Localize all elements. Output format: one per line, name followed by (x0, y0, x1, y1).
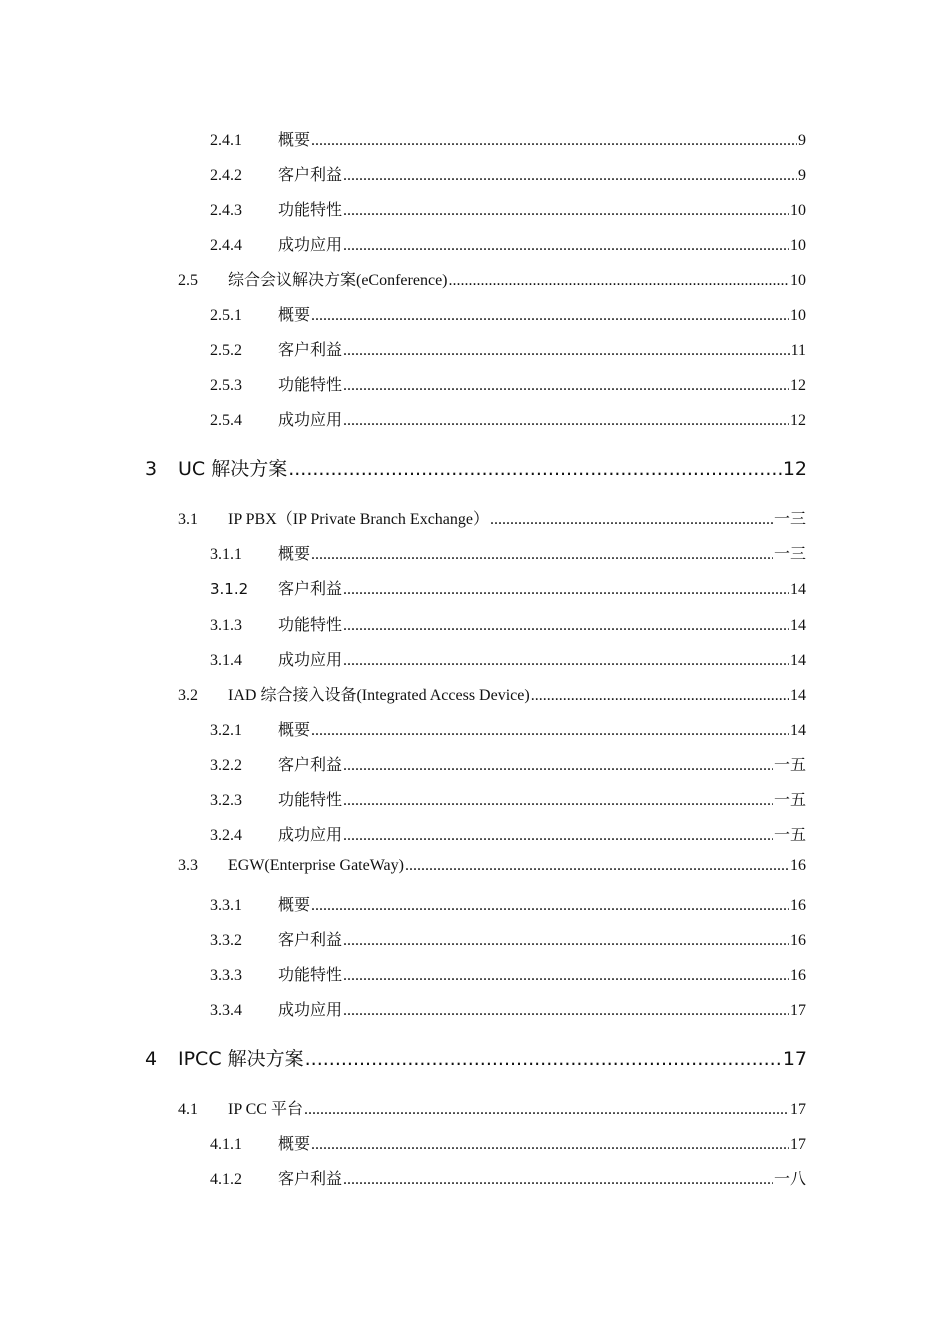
toc-entry[interactable] (210, 962, 806, 985)
toc-entry-number: 2.4.1 (210, 132, 242, 149)
toc-entry-number: 3.1.3 (210, 617, 242, 634)
toc-entry-number: 2.5.1 (210, 307, 242, 324)
toc-dot-leader (311, 132, 797, 150)
toc-entry-title: IP PBX（IP Private Branch Exchange） (228, 511, 489, 528)
toc-dot-leader (405, 857, 789, 875)
toc-entry-title: 客户利益 (278, 581, 343, 598)
toc-dot-leader (343, 757, 773, 775)
toc-entry-page: 17 (790, 1002, 806, 1019)
toc-entry-number: 2.5 (178, 272, 198, 289)
toc-entry-page: 一三 (773, 546, 806, 563)
toc-dot-leader (311, 307, 789, 325)
toc-dot-leader (343, 202, 789, 220)
toc-entry-number: 2.5.4 (210, 412, 242, 429)
toc-entry-page: 11 (790, 342, 806, 359)
toc-entry-title: 功能特性 (278, 792, 343, 809)
toc-entry-page: 16 (790, 967, 806, 984)
toc-entry-title: 概要 (278, 132, 311, 149)
toc-entry-page: 一五 (773, 757, 806, 774)
toc-entry-number: 3.1.1 (210, 546, 242, 563)
toc-entry-title: IPCC 解决方案 (178, 1048, 304, 1070)
toc-entry-number: 3.3.3 (210, 967, 242, 984)
toc-entry[interactable] (178, 857, 806, 875)
toc-entry[interactable] (210, 927, 806, 950)
toc-entry-page: 14 (790, 617, 806, 634)
toc-dot-leader (490, 511, 773, 529)
toc-entry-number: 3.2 (178, 687, 198, 704)
toc-entry[interactable] (210, 647, 806, 670)
toc-entry[interactable] (210, 372, 806, 395)
toc-entry[interactable] (210, 197, 806, 220)
toc-entry[interactable] (210, 1166, 806, 1189)
toc-entry[interactable] (210, 612, 806, 635)
toc-entry[interactable] (178, 267, 806, 290)
toc-dot-leader (288, 458, 782, 480)
toc-entry[interactable] (178, 506, 806, 529)
toc-dot-leader (311, 722, 789, 740)
toc-entry-title: IP CC 平台 (228, 1101, 303, 1118)
toc-entry-page: 一三 (773, 511, 806, 528)
toc-dot-leader (449, 272, 790, 290)
toc-entry[interactable] (210, 407, 806, 430)
toc-entry-page: 17 (790, 1136, 806, 1153)
toc-entry[interactable] (210, 787, 806, 810)
toc-dot-leader (343, 1171, 773, 1189)
toc-entry-number: 3.2.1 (210, 722, 242, 739)
toc-entry-number: 2.5.3 (210, 377, 242, 394)
toc-dot-leader (343, 167, 797, 185)
toc-entry-number: 3.1.2 (210, 580, 249, 598)
toc-entry-number: 3.3.2 (210, 932, 242, 949)
toc-entry-number: 3.3.4 (210, 1002, 242, 1019)
toc-entry-title: EGW(Enterprise GateWay) (228, 857, 404, 874)
toc-entry-page: 10 (790, 202, 806, 219)
toc-dot-leader (304, 1101, 789, 1119)
toc-dot-leader (343, 652, 789, 670)
toc-entry[interactable] (210, 232, 806, 255)
toc-entry-page: 14 (790, 722, 806, 739)
toc-dot-leader (343, 792, 773, 810)
toc-dot-leader (343, 412, 789, 430)
toc-entry-page: 14 (790, 581, 806, 598)
toc-entry-title: 功能特性 (278, 617, 343, 634)
toc-entry-title: UC 解决方案 (178, 458, 288, 480)
toc-entry-title: 客户利益 (278, 342, 343, 359)
toc-entry-title: 客户利益 (278, 167, 343, 184)
toc-dot-leader (343, 342, 790, 360)
toc-entry-number: 3.1 (178, 511, 198, 528)
toc-entry[interactable] (210, 997, 806, 1020)
toc-entry-title: 概要 (278, 1136, 311, 1153)
toc-entry-number: 2.5.2 (210, 342, 242, 359)
toc-entry-page: 一五 (773, 827, 806, 844)
toc-entry-page: 一五 (773, 792, 806, 809)
toc-dot-leader (343, 237, 789, 255)
toc-entry-number: 4.1 (178, 1101, 198, 1118)
toc-entry[interactable] (210, 717, 806, 740)
toc-entry-title: 概要 (278, 722, 311, 739)
toc-dot-leader (531, 687, 789, 705)
toc-dot-leader (343, 827, 773, 845)
toc-dot-leader (343, 581, 789, 599)
toc-entry-page: 10 (790, 272, 806, 289)
toc-entry-page: 一八 (773, 1171, 806, 1188)
toc-entry[interactable] (210, 337, 806, 360)
toc-chapter-entry[interactable] (145, 454, 807, 481)
toc-entry-title: 综合会议解决方案(eConference) (228, 272, 448, 289)
toc-entry[interactable] (210, 127, 806, 150)
toc-entry-page: 14 (790, 687, 806, 704)
toc-dot-leader (343, 1002, 789, 1020)
toc-entry-page: 16 (790, 857, 806, 874)
toc-entry-title: 功能特性 (278, 377, 343, 394)
toc-entry-number: 4.1.2 (210, 1171, 242, 1188)
toc-dot-leader (343, 932, 789, 950)
toc-entry-number: 3.2.3 (210, 792, 242, 809)
toc-entry-number: 3.3.1 (210, 897, 242, 914)
toc-entry-page: 14 (790, 652, 806, 669)
toc-entry[interactable] (210, 822, 806, 845)
toc-entry-page: 17 (790, 1101, 806, 1118)
toc-entry-title: 功能特性 (278, 202, 343, 219)
toc-dot-leader (311, 546, 773, 564)
toc-entry-number: 3.2.4 (210, 827, 242, 844)
toc-entry-title: 成功应用 (278, 652, 343, 669)
toc-entry-number: 2.4.3 (210, 202, 242, 219)
toc-entry[interactable] (178, 682, 806, 705)
toc-entry[interactable] (178, 1096, 806, 1119)
toc-entry-title: 客户利益 (278, 1171, 343, 1188)
toc-chapter-entry[interactable] (145, 1044, 807, 1071)
toc-entry-title: 成功应用 (278, 412, 343, 429)
toc-entry[interactable] (210, 162, 806, 185)
toc-entry-title: 概要 (278, 307, 311, 324)
toc-entry[interactable] (210, 1131, 806, 1154)
toc-entry-page: 9 (798, 132, 806, 149)
toc-entry[interactable] (210, 302, 806, 325)
toc-dot-leader (305, 1048, 782, 1070)
toc-entry-number: 3.2.2 (210, 757, 242, 774)
toc-entry-page: 10 (790, 237, 806, 254)
toc-dot-leader (311, 897, 789, 915)
toc-entry[interactable] (210, 752, 806, 775)
toc-dot-leader (311, 1136, 789, 1154)
toc-entry-number: 2.4.2 (210, 167, 242, 184)
toc-entry-number: 3.3 (178, 857, 198, 874)
toc-entry-page: 16 (790, 932, 806, 949)
toc-entry-page: 12 (790, 377, 806, 394)
toc-entry-page: 12 (782, 458, 807, 480)
toc-entry-number: 3 (145, 458, 158, 480)
toc-entry-title: 功能特性 (278, 967, 343, 984)
toc-entry-title: 概要 (278, 897, 311, 914)
toc-entry-number: 3.1.4 (210, 652, 242, 669)
toc-entry-number: 4.1.1 (210, 1136, 242, 1153)
toc-entry-page: 9 (798, 167, 806, 184)
toc-entry[interactable] (210, 541, 806, 564)
toc-entry[interactable] (210, 892, 806, 915)
toc-entry-title: 客户利益 (278, 757, 343, 774)
toc-entry-title: 成功应用 (278, 1002, 343, 1019)
toc-entry-number: 4 (145, 1048, 158, 1070)
toc-entry-title: 客户利益 (278, 932, 343, 949)
toc-entry-page: 16 (790, 897, 806, 914)
toc-entry-title: 成功应用 (278, 827, 343, 844)
toc-entry-page: 10 (790, 307, 806, 324)
toc-dot-leader (343, 377, 789, 395)
toc-entry-number: 2.4.4 (210, 237, 242, 254)
toc-entry-page: 17 (782, 1048, 807, 1070)
toc-entry-title: 概要 (278, 546, 311, 563)
toc-entry-page: 12 (790, 412, 806, 429)
toc-entry-title: IAD 综合接入设备(Integrated Access Device) (228, 687, 530, 704)
toc-dot-leader (343, 967, 789, 985)
toc-dot-leader (343, 617, 789, 635)
toc-entry-title: 成功应用 (278, 237, 343, 254)
toc-entry[interactable] (210, 576, 806, 599)
